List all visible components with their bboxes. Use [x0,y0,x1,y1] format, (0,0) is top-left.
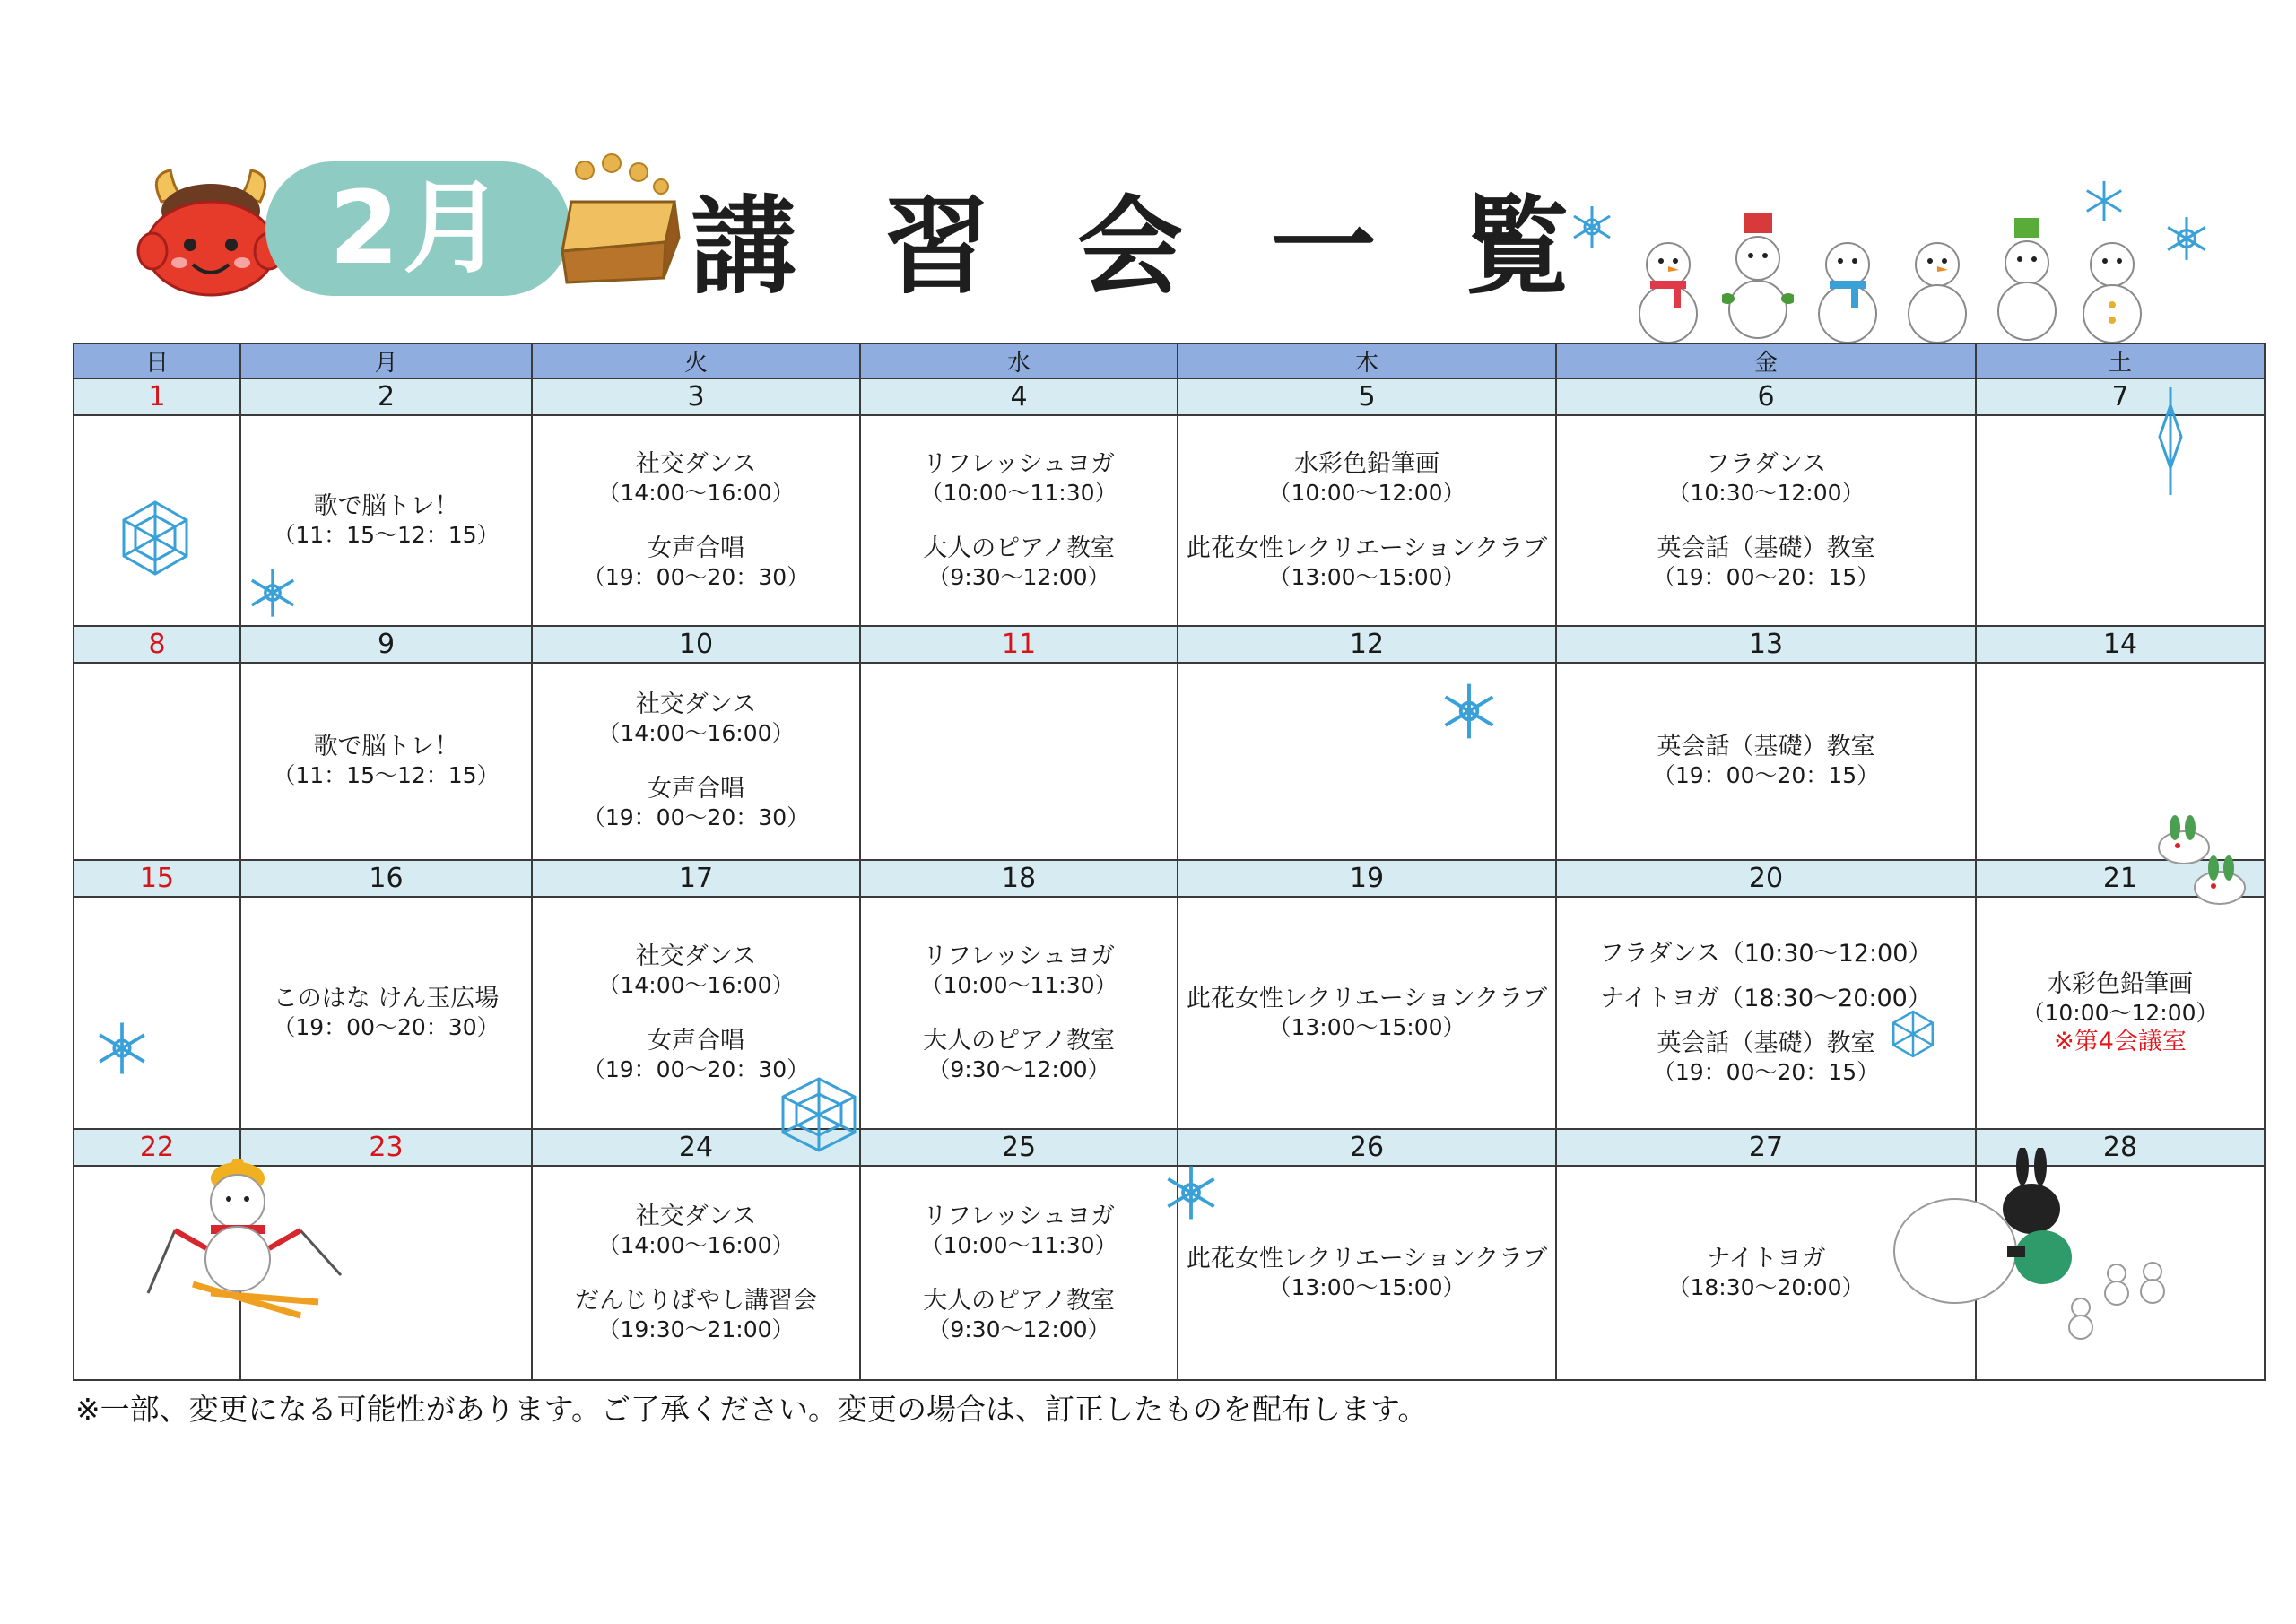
title-char: 覧 [1463,185,1570,308]
date-cell: 6 [1556,378,1976,415]
snowman-icon [1722,209,1794,343]
day-events [241,985,531,1042]
date-cell: 12 [1178,626,1556,663]
day-events [241,733,531,790]
skiing-snowman-icon [139,1159,345,1320]
event-name: リフレッシュヨガ [922,942,1116,970]
snowflake-icon [247,567,299,619]
page-header [0,0,2296,341]
day-events [533,1203,859,1344]
event-item [533,1287,859,1344]
weekday-tue: 火 [532,343,860,378]
event-name: 水彩色鉛筆画 [1294,449,1439,478]
event-name: 社交ダンス [635,942,757,970]
snowflake-icon [2083,179,2126,222]
date-row [74,860,2265,897]
day-events [1977,970,2264,1056]
bean-box-icon [549,152,683,287]
day-events [861,1203,1177,1344]
day-cell [74,897,240,1129]
event-time: （14:00～16:00） [597,1231,795,1258]
event-time: （10:00～12:00） [1268,479,1465,506]
date-cell: 26 [1178,1129,1556,1166]
day-events [1557,450,1975,592]
date-cell: 5 [1178,378,1556,415]
event-item [861,450,1177,508]
snowman-icon [1812,229,1883,345]
day-cell [532,415,860,626]
footer-note: ※一部、変更になる可能性があります。ご了承ください。変更の場合は、訂正したものを配布します。 [75,1392,1428,1427]
event-item [533,1203,859,1260]
date-cell: 20 [1556,860,1976,897]
event-name: 英会話（基礎）教室 [1657,733,1875,761]
snowflake-icon [2163,215,2210,262]
event-time: （10:00～11:30） [920,971,1118,998]
events-row [74,415,2265,626]
event-item [1557,733,1975,790]
day-cell [532,663,860,860]
day-cell [240,663,532,860]
event-name: 英会話（基礎）教室 [1657,1029,1875,1057]
date-cell: 3 [532,378,860,415]
date-cell: 22 [74,1129,240,1166]
event-time: （10:00～11:30） [920,479,1118,506]
snowflake-icon [1439,682,1499,741]
event-item [241,733,531,790]
event-name: 此花女性レクリエーションクラブ [1186,1244,1548,1272]
day-cell [1556,415,1976,626]
event-item [861,534,1177,592]
day-events [1178,1245,1555,1302]
weekday-header-row [74,343,2265,378]
event-name: このはな けん玉広場 [273,984,500,1012]
snowman-icon [1991,213,2063,345]
month-label: 2月 [329,170,507,287]
snow-rabbit-icon [2152,812,2251,910]
event-time: （13:00～15:00） [1268,1013,1465,1040]
snowflake-icon [1162,1164,1220,1221]
event-name: リフレッシュヨガ [922,449,1116,478]
event-time: （9:30～12:00） [927,1316,1110,1342]
event-time: （13:00～15:00） [1268,1273,1465,1300]
event-name: 女声合唱 [648,1026,744,1055]
day-cell [1976,897,2265,1129]
event-note: ※第4会議室 [2054,1027,2187,1055]
event-item [533,690,859,748]
event-name: 英会話（基礎）教室 [1657,534,1875,562]
day-cell [860,415,1178,626]
event-item [1178,534,1555,592]
event-time: （19：00～20：30） [582,563,810,590]
event-item [861,1027,1177,1084]
date-cell: 7 [1976,378,2265,415]
event-time: （10:00～12:00） [2022,999,2219,1026]
date-row [74,626,2265,663]
weekday-wed: 水 [860,343,1178,378]
event-item [861,942,1177,1000]
event-time: （18:30～20:00） [1667,1273,1865,1300]
weekday-fri: 金 [1556,343,1976,378]
day-cell [860,663,1178,860]
day-events [1178,985,1555,1042]
date-cell: 18 [860,860,1178,897]
event-item [1977,970,2264,1056]
date-cell: 24 [532,1129,860,1166]
event-name: 水彩色鉛筆画 [2048,969,2193,998]
snowman-icon [1632,229,1704,345]
date-cell: 27 [1556,1129,1976,1166]
event-time: （11：15～12：15） [273,521,500,548]
day-cell [1178,663,1556,860]
date-cell: 16 [240,860,532,897]
day-cell [1556,663,1976,860]
event-time: （11：15～12：15） [273,762,500,789]
event-name: リフレッシュヨガ [922,1202,1116,1230]
title-char: 一 [1270,185,1377,308]
event-name: 歌で脳トレ！ [313,491,459,520]
event-time: （14:00～16:00） [597,720,795,747]
event-name: 女声合唱 [648,534,744,562]
day-events [861,942,1177,1084]
event-time: （10:00～11:30） [920,1231,1118,1258]
event-time: （19:30～21:00） [597,1316,795,1342]
day-cell [1178,1166,1556,1380]
event-item [1178,985,1555,1042]
date-row [74,378,2265,415]
snowflake-icon [115,498,196,578]
event-item [1557,940,1975,968]
event-name: 社交ダンス [635,1202,757,1230]
event-time: （9:30～12:00） [927,1055,1110,1082]
day-events [533,690,859,832]
date-cell: 15 [74,860,240,897]
title-char: 会 [1076,185,1183,308]
snowflake-icon [1570,204,1614,249]
event-name: 社交ダンス [635,690,757,719]
event-time: （19：00～20：15） [1652,762,1880,789]
event-name: ナイトヨガ（18:30～20:00） [1600,984,1932,1012]
event-item [1178,1245,1555,1302]
event-item [241,985,531,1042]
event-name: 大人のピアノ教室 [923,1286,1115,1315]
date-cell: 1 [74,378,240,415]
month-badge [265,161,570,296]
date-cell: 4 [860,378,1178,415]
day-cell [1178,415,1556,626]
title-char: 習 [883,185,990,308]
date-cell: 23 [240,1129,532,1166]
day-cell [240,897,532,1129]
day-cell [1178,897,1556,1129]
event-name: 大人のピアノ教室 [923,534,1115,562]
event-name: 此花女性レクリエーションクラブ [1186,984,1548,1012]
date-cell: 10 [532,626,860,663]
day-cell [860,1166,1178,1380]
day-events [861,450,1177,592]
date-cell: 2 [240,378,532,415]
date-cell: 8 [74,626,240,663]
event-time: （19：00～20：15） [1652,563,1880,590]
snowflake-icon [94,1020,150,1076]
weekday-mon: 月 [240,343,532,378]
event-time: （13:00～15:00） [1268,563,1465,590]
day-cell [74,663,240,860]
day-cell [532,1166,860,1380]
date-cell: 14 [1976,626,2265,663]
event-name: 女声合唱 [648,775,744,803]
date-cell: 13 [1556,626,1976,663]
event-item [533,450,859,508]
day-events [533,942,859,1084]
date-cell: 19 [1178,860,1556,897]
page-title [691,175,1570,308]
event-item [861,1203,1177,1260]
event-time: （14:00～16:00） [597,479,795,506]
event-item [861,1287,1177,1344]
red-oni-icon [135,166,287,300]
event-item [241,492,531,550]
date-cell: 21 [1976,860,2265,897]
day-events [533,450,859,592]
date-cell: 25 [860,1129,1178,1166]
event-item [1178,450,1555,508]
date-cell: 28 [1976,1129,2265,1166]
event-time: （9:30～12:00） [927,563,1110,590]
snowman-icon [2076,229,2148,345]
events-row [74,663,2265,860]
event-name: 此花女性レクリエーションクラブ [1186,534,1548,562]
snowman-row [1614,229,2152,345]
rabbit-snowball-icon [1892,1148,2188,1341]
event-name: 大人のピアノ教室 [923,1026,1115,1055]
event-time: （19：00～20：15） [1652,1058,1880,1085]
event-time: （10:30～12:00） [1667,479,1865,506]
snowflake-icon [770,1074,868,1155]
date-cell: 17 [532,860,860,897]
event-name: 社交ダンス [635,449,757,478]
event-time: （19：00～20：30） [582,1055,810,1082]
event-item [533,775,859,832]
event-time: （14:00～16:00） [597,971,795,998]
weekday-sun: 日 [74,343,240,378]
weekday-sat: 土 [1976,343,2265,378]
date-cell: 9 [240,626,532,663]
icicle-snowflake-icon [2157,387,2184,495]
day-events [1178,450,1555,592]
day-events [1557,733,1975,790]
event-name: ナイトヨガ [1706,1244,1826,1272]
weekday-thu: 木 [1178,343,1556,378]
snowman-icon [1901,229,1973,345]
day-events [241,492,531,550]
event-time: （19：00～20：30） [273,1013,500,1040]
event-name: 歌で脳トレ！ [313,733,459,761]
title-char: 講 [691,185,797,308]
event-item [533,942,859,1000]
event-item [533,534,859,592]
day-cell [860,897,1178,1129]
event-name: だんじりばやし講習会 [575,1286,817,1315]
day-cell [1976,415,2265,626]
snowflake-icon [1888,1009,1938,1059]
event-item [1557,534,1975,592]
event-time: （19：00～20：30） [582,804,810,831]
event-name: フラダンス [1705,449,1827,478]
event-name: フラダンス（10:30～12:00） [1599,939,1933,968]
date-cell: 11 [860,626,1178,663]
event-item [1557,450,1975,508]
